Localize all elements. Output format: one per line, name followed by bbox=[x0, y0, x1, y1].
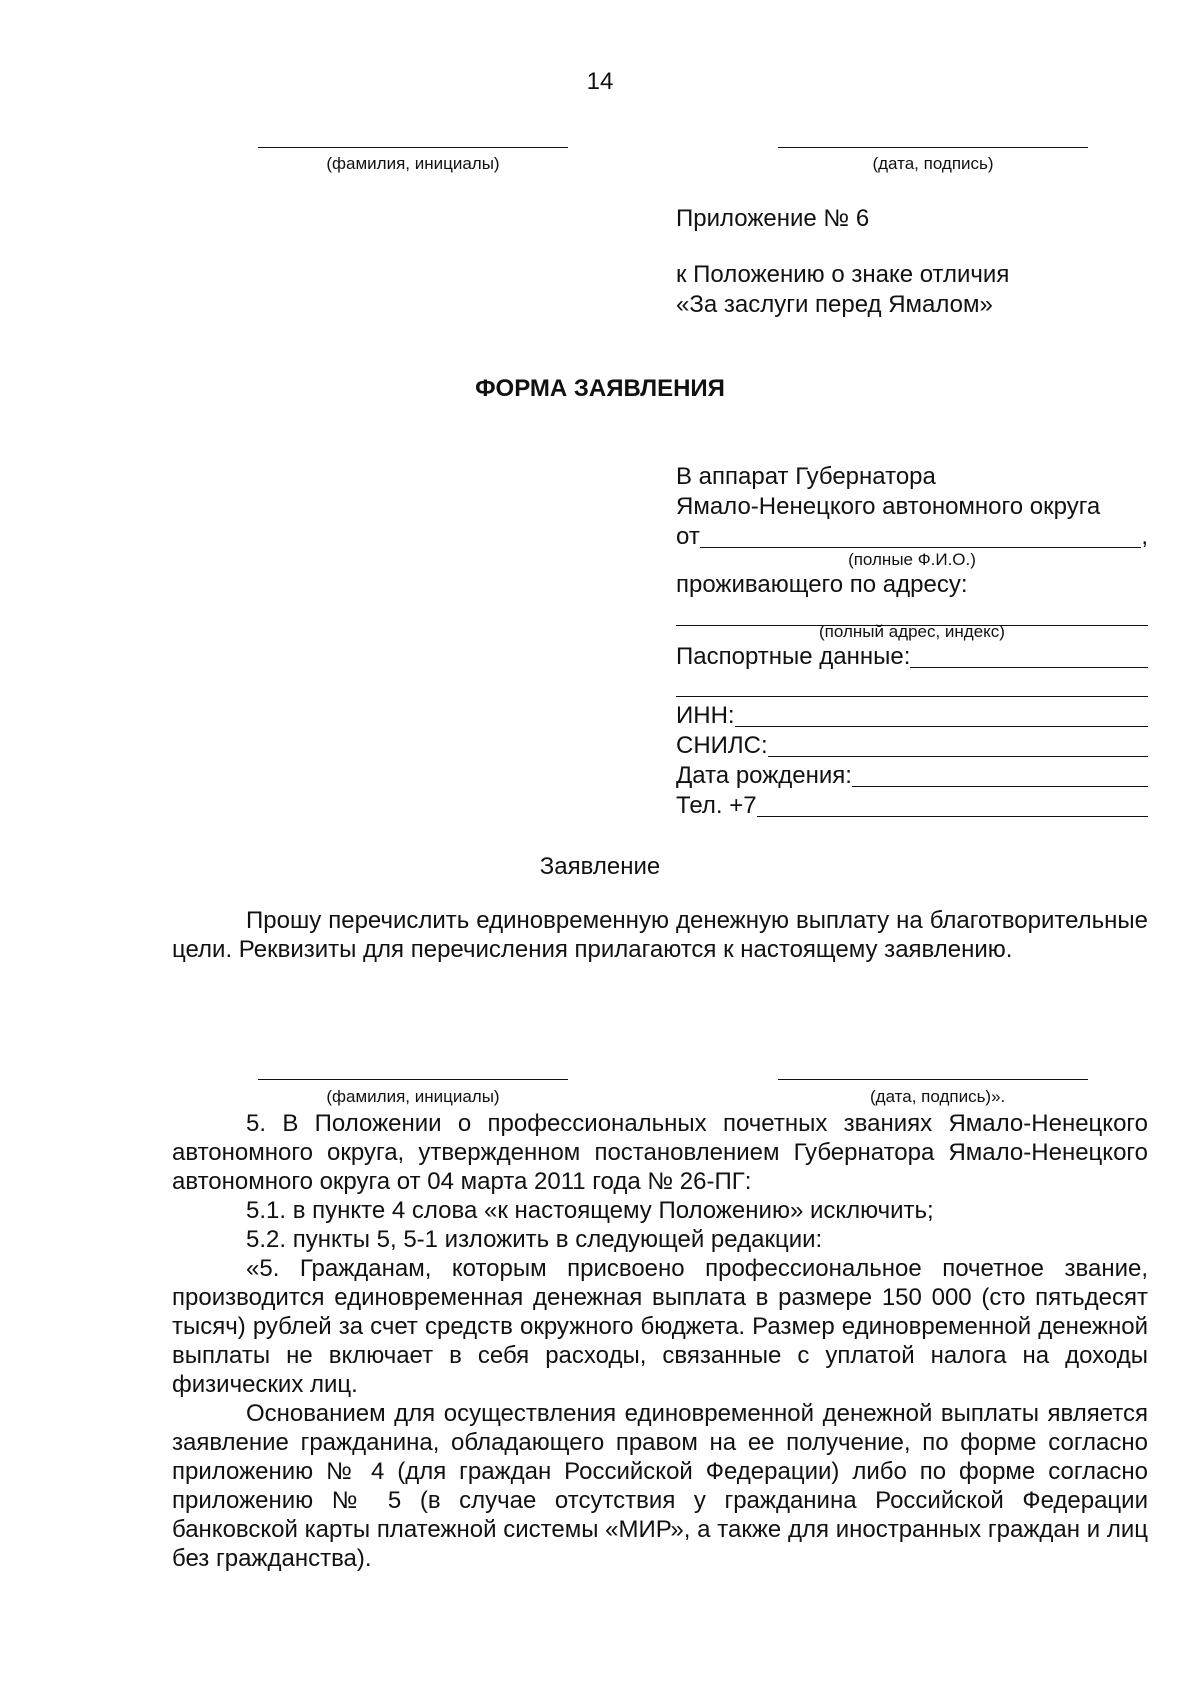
appendix-number: Приложение № 6 bbox=[676, 205, 870, 232]
birth-date-blank[interactable] bbox=[852, 762, 1148, 787]
addressee-line-1: В аппарат Губернатора bbox=[676, 463, 936, 490]
from-field[interactable] bbox=[676, 522, 1148, 552]
passport-field[interactable] bbox=[676, 642, 1148, 672]
passport-extra-field[interactable] bbox=[676, 672, 1148, 701]
address-label: проживающего по адресу: bbox=[676, 571, 968, 598]
birth-date-label: Дата рождения: bbox=[676, 762, 852, 789]
body-paragraph: «5. Гражданам, которым присвоено профессиональное почетное звание, производится единовременная денежная выплата в размере 150 000 (сто пятьдесят тысяч) рублей за счет средств окружного бюджета. Размер единовременной денежной выплаты не включает в себя расходы, связанные с уплатой налога на доходы физических лиц. bbox=[172, 1255, 1148, 1398]
bottom-signature-line-name bbox=[258, 1079, 568, 1080]
signature-line-name bbox=[258, 147, 568, 148]
body-paragraph: 5.2. пункты 5, 5-1 изложить в следующей редакции: bbox=[246, 1226, 823, 1253]
form-title: ФОРМА ЗАЯВЛЕНИЯ bbox=[475, 375, 725, 402]
bottom-name-caption: (фамилия, инициалы) bbox=[326, 1087, 500, 1106]
statement-text: Прошу перечислить единовременную денежную выплату на благотворительные цели. Реквизиты для перечисления прилагаются к настоящему заявлению. bbox=[172, 907, 1148, 963]
from-suffix: , bbox=[1141, 523, 1148, 550]
statement-heading: Заявление bbox=[539, 853, 661, 880]
addressee-block bbox=[676, 462, 1148, 821]
bottom-date-signature-caption: (дата, подпись)». bbox=[870, 1087, 1006, 1106]
name-caption: (фамилия, инициалы) bbox=[326, 154, 500, 173]
inn-label: ИНН: bbox=[676, 702, 735, 729]
phone-blank[interactable] bbox=[757, 792, 1148, 817]
passport-extra-blank[interactable] bbox=[676, 672, 1148, 697]
from-label: от bbox=[676, 523, 700, 550]
phone-label: Тел. +7 bbox=[676, 792, 757, 819]
passport-blank[interactable] bbox=[910, 643, 1148, 668]
body-paragraph: 5.1. в пункте 4 слова «к настоящему Положению» исключить; bbox=[246, 1197, 934, 1224]
appendix-reference-line-2: «За заслуги перед Ямалом» bbox=[676, 291, 993, 318]
inn-field[interactable] bbox=[676, 701, 1148, 731]
body-text bbox=[172, 1109, 1148, 1573]
from-blank[interactable] bbox=[700, 523, 1142, 548]
date-signature-caption: (дата, подпись) bbox=[872, 154, 994, 173]
phone-field[interactable] bbox=[676, 791, 1148, 821]
passport-label: Паспортные данные: bbox=[676, 643, 911, 670]
snils-blank[interactable] bbox=[768, 732, 1148, 757]
appendix-reference-line-1: к Положению о знаке отличия bbox=[676, 261, 1010, 288]
body-paragraph: Основанием для осуществления единовременной денежной выплаты является заявление гражданина, обладающего правом на ее получение, по форме согласно приложению № 4 (для граждан Российской Федерации) либо по форме согласно приложению № 5 (в случае отсутствия у гражданина Российской Федерации банковской карты платежной системы «МИР», а также для иностранных граждан и лиц без гражданства). bbox=[172, 1400, 1148, 1572]
page-number: 14 bbox=[586, 68, 614, 95]
body-paragraph: 5. В Положении о профессиональных почетных званиях Ямало-Ненецкого автономного округа, утвержденном постановлением Губернатора Ямало-Ненецкого автономного округа от 04 марта 2011 года № 26-ПГ: bbox=[172, 1110, 1148, 1195]
snils-field[interactable] bbox=[676, 731, 1148, 761]
signature-line-date bbox=[778, 147, 1088, 148]
birth-date-field[interactable] bbox=[676, 761, 1148, 791]
snils-label: СНИЛС: bbox=[676, 732, 768, 759]
inn-blank[interactable] bbox=[735, 702, 1148, 727]
bottom-signature-line-date bbox=[778, 1079, 1088, 1080]
address-caption: (полный адрес, индекс) bbox=[819, 622, 1005, 641]
addressee-line-2: Ямало-Ненецкого автономного округа bbox=[676, 493, 1101, 520]
fio-caption: (полные Ф.И.О.) bbox=[848, 550, 976, 569]
statement-text-block bbox=[172, 906, 1148, 964]
